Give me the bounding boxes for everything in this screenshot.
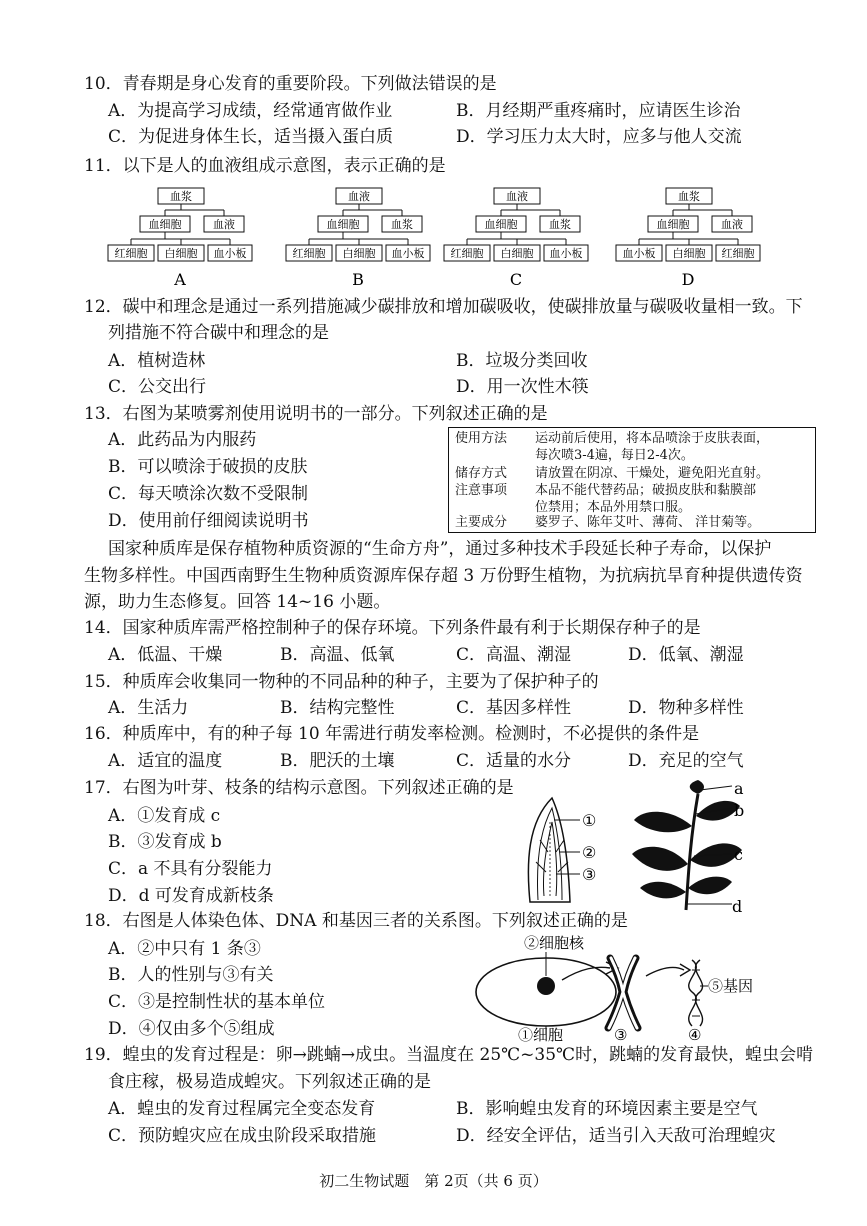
gene-label: ⑤基因 bbox=[708, 977, 754, 995]
q11-stem: 11．以下是人的血液组成示意图，表示正确的是 bbox=[84, 156, 446, 176]
q13-option-c[interactable]: C．每天喷涂次数不受限制 bbox=[108, 484, 309, 504]
q14-option-d[interactable]: D．低氧、潮湿 bbox=[628, 645, 744, 665]
q18-option-a[interactable]: A．②中只有 1 条③ bbox=[108, 939, 261, 959]
q11-diagram-c-bottom-2: 白细胞 bbox=[500, 247, 534, 260]
branch-label-c: c bbox=[734, 845, 743, 864]
q12-option-c[interactable]: C．公交出行 bbox=[108, 377, 207, 397]
q17-stem: 17．右图为叶芽、枝条的结构示意图。下列叙述正确的是 bbox=[84, 778, 514, 798]
q15-option-d[interactable]: D．物种多样性 bbox=[628, 698, 744, 718]
q18-stem: 18．右图是人体染色体、DNA 和基因三者的关系图。下列叙述正确的是 bbox=[84, 911, 628, 931]
q11-diagram-d-bottom-1: 血小板 bbox=[622, 247, 656, 260]
q11-diagram-d-bottom-2: 白细胞 bbox=[672, 247, 706, 260]
dna-label: ④ bbox=[688, 1026, 702, 1042]
q11-diagram-d-mid-left: 血细胞 bbox=[656, 218, 690, 231]
branch-label-a: a bbox=[734, 780, 744, 798]
leaf-bud-diagram bbox=[510, 792, 620, 904]
q19-option-a[interactable]: A．蝗虫的发育过程属完全变态发育 bbox=[108, 1099, 376, 1119]
q11-diagram-c-bottom-1: 红细胞 bbox=[450, 247, 484, 260]
q11-diagram-c-mid-right: 血浆 bbox=[549, 218, 571, 231]
branch-label-b: b bbox=[734, 801, 745, 820]
q11-diagram-b-bottom-1: 红细胞 bbox=[292, 247, 326, 260]
q12-option-d[interactable]: D．用一次性木筷 bbox=[456, 377, 589, 397]
q11-diagram-c-top: 血液 bbox=[506, 190, 528, 203]
q11-diagram-a-bottom-3: 血小板 bbox=[213, 247, 247, 260]
q11-diagram-a-mid-right: 血液 bbox=[213, 218, 235, 231]
q15-option-a[interactable]: A．生活力 bbox=[108, 698, 189, 718]
bud-label-3: ③ bbox=[582, 865, 597, 884]
q16-stem: 16．种质库中，有的种子每 10 年需进行萌发率检测。检测时，不必提供的条件是 bbox=[84, 724, 700, 744]
q17-option-d[interactable]: D．d 可发育成新枝条 bbox=[108, 886, 274, 906]
q11-diagram-a-top: 血浆 bbox=[170, 190, 192, 203]
passage-line2: 生物多样性。中国西南野生生物种质资源库保存超 3 万份野生植物，为抗病抗旱育种提供遗传资 bbox=[84, 566, 803, 586]
q15-option-c[interactable]: C．基因多样性 bbox=[456, 698, 572, 718]
q16-option-a[interactable]: A．适宜的温度 bbox=[108, 751, 223, 771]
label-ingredients-value: 婆罗子、陈年艾叶、薄荷、 洋甘菊等。 bbox=[535, 515, 761, 530]
q18-option-b[interactable]: B．人的性别与③有关 bbox=[108, 965, 274, 985]
label-note-key: 注意事项 bbox=[455, 483, 508, 498]
q11-diagram-a-mid-left: 血细胞 bbox=[148, 218, 182, 231]
passage-line3: 源，助力生态修复。回答 14~16 小题。 bbox=[84, 592, 391, 612]
q12-option-a[interactable]: A．植树造林 bbox=[108, 351, 206, 371]
label-method-key: 使用方法 bbox=[455, 431, 508, 446]
q13-option-b[interactable]: B．可以喷涂于破损的皮肤 bbox=[108, 457, 308, 477]
q11-diagram-d-letter: D bbox=[681, 270, 695, 289]
page-footer: 初二生物试题 第 2页（共 6 页） bbox=[319, 1172, 548, 1190]
q11-diagram-a-bottom-1: 红细胞 bbox=[114, 247, 148, 260]
q19-option-d[interactable]: D．经安全评估，适当引入天敌可治理蝗灾 bbox=[456, 1126, 776, 1146]
q15-stem: 15．种质库会收集同一物种的不同品种的种子，主要为了保护种子的 bbox=[84, 672, 599, 692]
q17-option-c[interactable]: C．a 不具有分裂能力 bbox=[108, 859, 273, 879]
q13-option-a[interactable]: A．此药品为内服药 bbox=[108, 430, 257, 450]
q11-diagram-a-bottom-2: 白细胞 bbox=[164, 247, 198, 260]
q11-diagram-c-letter: C bbox=[509, 270, 523, 289]
q11-diagram-b-mid-right: 血浆 bbox=[391, 218, 413, 231]
label-storage-value: 请放置在阴凉、干燥处，避免阳光直射。 bbox=[535, 466, 770, 481]
q18-option-c[interactable]: C．③是控制性状的基本单位 bbox=[108, 992, 326, 1012]
q19-stem-line2: 食庄稼，极易造成蝗灾。下列叙述正确的是 bbox=[108, 1072, 431, 1092]
q12-option-b[interactable]: B．垃圾分类回收 bbox=[456, 351, 588, 371]
q19-option-c[interactable]: C．预防蝗灾应在成虫阶段采取措施 bbox=[108, 1126, 377, 1146]
chromosome-dna-gene-diagram bbox=[470, 930, 770, 1042]
label-ingredients-key: 主要成分 bbox=[455, 515, 508, 530]
q11-diagram-c-bottom-3: 血小板 bbox=[549, 247, 583, 260]
q16-option-c[interactable]: C．适量的水分 bbox=[456, 751, 572, 771]
q10-option-a[interactable]: A．为提高学习成绩，经常通宵做作业 bbox=[108, 101, 393, 121]
q10-option-b[interactable]: B．月经期严重疼痛时，应请医生诊治 bbox=[456, 101, 741, 121]
label-method-value-2: 每次喷3-4遍，每日2-4次。 bbox=[535, 448, 694, 463]
nucleus-label: ②细胞核 bbox=[524, 934, 585, 952]
branch-diagram bbox=[628, 780, 758, 915]
q16-option-b[interactable]: B．肥沃的土壤 bbox=[280, 751, 395, 771]
q12-stem-line2: 列措施不符合碳中和理念的是 bbox=[108, 323, 329, 343]
q16-option-d[interactable]: D．充足的空气 bbox=[628, 751, 744, 771]
q11-diagram-b-bottom-2: 白细胞 bbox=[342, 247, 376, 260]
chromosome-label: ③ bbox=[614, 1026, 628, 1042]
q11-diagrams bbox=[100, 178, 780, 290]
q19-stem-line1: 19．蝗虫的发育过程是：卵→跳蝻→成虫。当温度在 25℃~35℃时，跳蝻的发育最快，蝗虫会啃 bbox=[84, 1045, 814, 1065]
q18-option-d[interactable]: D．④仅由多个⑤组成 bbox=[108, 1019, 275, 1039]
q10-option-c[interactable]: C．为促进身体生长，适当摄入蛋白质 bbox=[108, 127, 394, 147]
label-note-value-1: 本品不能代替药品；破损皮肤和黏膜部 bbox=[535, 483, 757, 498]
q13-stem: 13．右图为某喷雾剂使用说明书的一部分。下列叙述正确的是 bbox=[84, 404, 548, 424]
label-note-value-2: 位禁用；本品外用禁口服。 bbox=[535, 500, 692, 515]
q19-option-b[interactable]: B．影响蝗虫发育的环境因素主要是空气 bbox=[456, 1099, 758, 1119]
branch-label-d: d bbox=[732, 897, 743, 915]
q14-option-a[interactable]: A．低温、干燥 bbox=[108, 645, 223, 665]
bud-label-2: ② bbox=[582, 843, 597, 862]
label-method-value-1: 运动前后使用，将本品喷涂于皮肤表面， bbox=[535, 431, 770, 446]
spray-instruction-label bbox=[448, 427, 816, 533]
q14-option-b[interactable]: B．高温、低氧 bbox=[280, 645, 395, 665]
passage-line1: 国家种质库是保存植物种质资源的“生命方舟”，通过多种技术手段延长种子寿命，以保护 bbox=[108, 539, 772, 559]
q11-diagram-b-bottom-3: 血小板 bbox=[391, 247, 425, 260]
q15-option-b[interactable]: B．结构完整性 bbox=[280, 698, 395, 718]
cell-label: ①细胞 bbox=[518, 1026, 564, 1042]
q11-diagram-d-mid-right: 血液 bbox=[721, 218, 743, 231]
q17-option-b[interactable]: B．③发育成 b bbox=[108, 832, 222, 852]
q14-option-c[interactable]: C．高温、潮湿 bbox=[456, 645, 572, 665]
q11-diagram-c-mid-left: 血细胞 bbox=[484, 218, 518, 231]
q10-stem: 10．青春期是身心发育的重要阶段。下列做法错误的是 bbox=[84, 74, 497, 94]
label-storage-key: 储存方式 bbox=[455, 466, 508, 481]
q17-option-a[interactable]: A．①发育成 c bbox=[108, 806, 221, 826]
q11-diagram-d-top: 血浆 bbox=[678, 190, 700, 203]
q11-diagram-b-top: 血液 bbox=[348, 190, 370, 203]
q12-stem-line1: 12．碳中和理念是通过一系列措施减少碳排放和增加碳吸收，使碳排放量与碳吸收量相一致。下 bbox=[84, 297, 803, 317]
q14-stem: 14．国家种质库需严格控制种子的保存环境。下列条件最有利于长期保存种子的是 bbox=[84, 618, 701, 638]
q11-diagram-b-letter: B bbox=[352, 270, 364, 289]
q11-diagram-a-letter: A bbox=[174, 270, 186, 289]
q13-option-d[interactable]: D．使用前仔细阅读说明书 bbox=[108, 511, 309, 531]
bud-label-1: ① bbox=[582, 811, 597, 830]
q11-diagram-d-bottom-3: 红细胞 bbox=[721, 247, 755, 260]
q10-option-d[interactable]: D．学习压力太大时，应多与他人交流 bbox=[456, 127, 742, 147]
q11-diagram-b-mid-left: 血细胞 bbox=[326, 218, 360, 231]
